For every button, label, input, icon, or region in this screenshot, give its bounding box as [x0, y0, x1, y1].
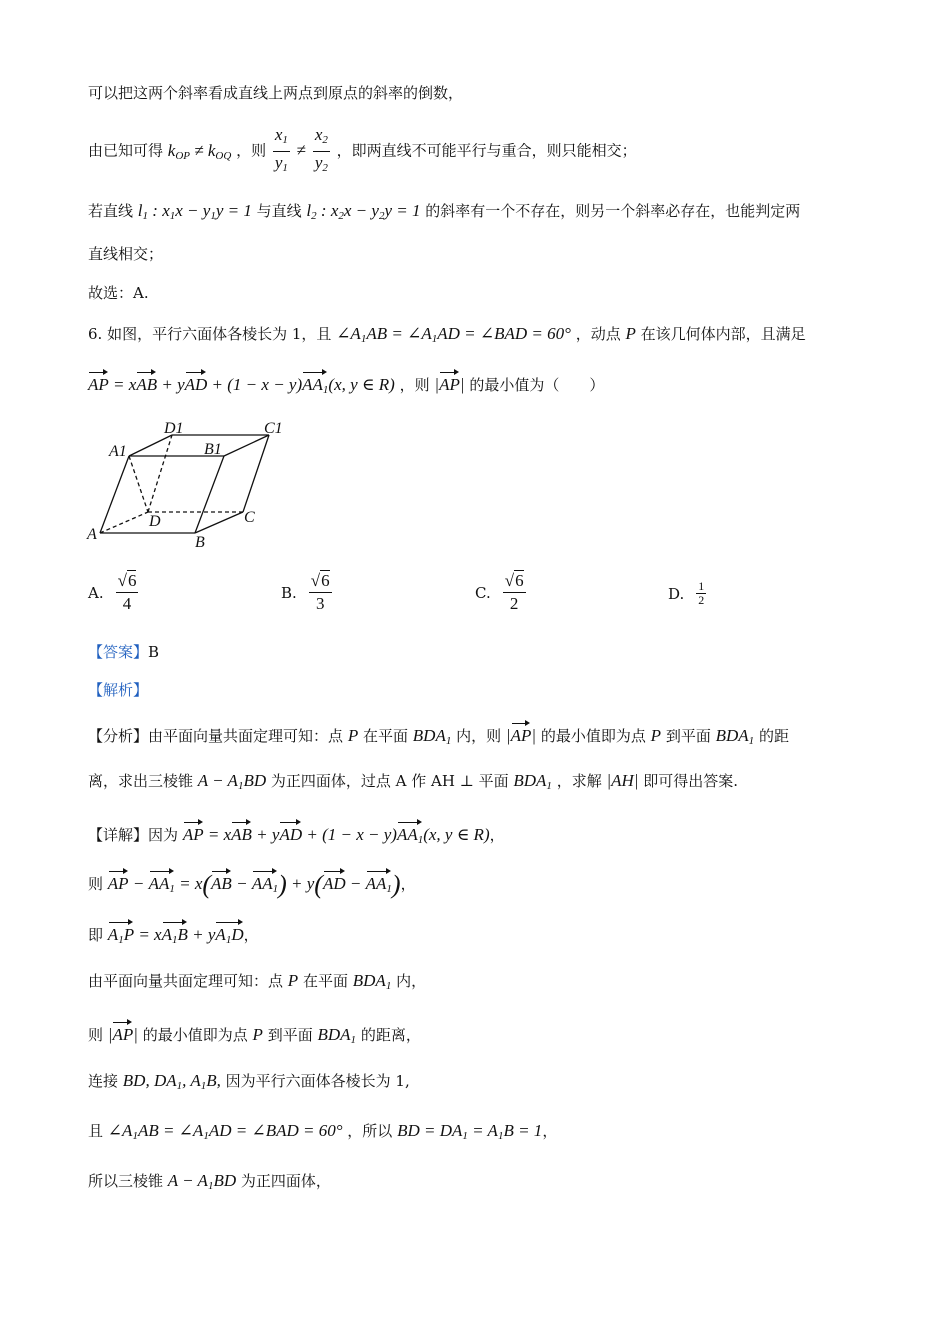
option-d[interactable]	[668, 580, 708, 607]
vertex-label-C1: C1	[264, 420, 283, 437]
option-fraction: $\frac{√6}{4}$	[117, 571, 137, 613]
edge-BB1	[195, 456, 224, 533]
question-6-line-2: AP = xAB + yAD + $(1 - x - y)AA_1(x$, y ∈ R) ，则 |AP| 的最小值为（ ）	[88, 370, 604, 401]
tag: 【分析】	[88, 727, 149, 745]
text: ，动点	[575, 325, 621, 343]
text: 在平面	[302, 972, 348, 990]
text-line-5: 故选：A.	[88, 284, 149, 302]
text: 的距	[758, 727, 789, 745]
text: 则	[88, 1026, 104, 1044]
analysis-heading	[88, 679, 148, 701]
text: 由已知可得	[88, 141, 164, 160]
answer-value: B	[148, 643, 160, 661]
text: 在平面	[362, 727, 408, 745]
option-c[interactable]	[475, 570, 528, 615]
option-label: A.	[88, 583, 104, 602]
vertex-label-A: A	[87, 526, 97, 543]
xiangjie-line-4: 由平面向量共面定理可知：点 P 在平面 $BDA_1$ 内，	[88, 971, 427, 992]
xiangjie-line-5: 则 |AP| 的最小值即为点 P 到平面 $BDA_1$ 的距离，	[88, 1020, 421, 1051]
xiangjie-line-8: 所以三棱锥 $A - A_1BD$ 为正四面体，	[88, 1171, 331, 1192]
text: 所以三棱锥	[88, 1172, 164, 1190]
text: 的最小值即为点	[142, 1026, 248, 1044]
edge-DD1	[148, 435, 172, 512]
text: 的最小值为（ ）	[469, 376, 605, 394]
option-label: B.	[281, 583, 297, 602]
text-line-1: 可以把这两个斜率看成直线上两点到原点的斜率的倒数，	[88, 84, 464, 102]
xiangjie-line-3: 即 $A_1P = xA_1B + yA_1D$，	[88, 920, 259, 951]
formula: $l_1$ : $x_1x - y_1y = 1$	[137, 201, 252, 222]
text: 的斜率有一个不存在，则另一个斜率必存在，也能判定两	[425, 202, 801, 220]
vertex-label-B: B	[195, 534, 205, 550]
text: ，即两直线不可能平行与重合，则只能相交；	[336, 141, 637, 160]
question-6-line-1: 6. 如图，平行六面体各棱长为 1，且 $\angle A_1AB$ = $\angle A_1AD$ = ∠BAD = 60° ，动点 P 在该几何体内部，且满足	[88, 324, 806, 345]
vertex-label-B1: B1	[204, 441, 222, 458]
option-b[interactable]	[281, 570, 334, 615]
fraction: $\frac{x_1}{y_1}$	[274, 125, 288, 174]
vector-equation: AP = xAB + yAD + $(1 - x - y)AA_1(x$, y ∈ R)	[88, 375, 395, 394]
vertex-label-D1: D1	[164, 420, 184, 437]
text: ，则	[399, 376, 430, 394]
text-line-3	[88, 200, 800, 227]
text: 内，则	[456, 727, 502, 745]
text: 即可得出答案.	[643, 772, 739, 790]
text-line-2: 由已知可得 $k_{OP} \ne k_{OQ}$ ，则 $\frac{x_1}{y_1}$ ≠ $\frac{x_2}{y_2}$ ，即两直线不可能平行与重合，则只能相交；	[88, 124, 637, 179]
fraction: $\frac{x_2}{y_2}$	[314, 125, 328, 174]
option-fraction: $\frac{1}{2}$	[698, 579, 705, 607]
edge-A1D	[129, 456, 148, 512]
xiangjie-line-6: 连接 BD, $DA_1$, $A_1B$, 因为平行六面体各棱长为 1,	[88, 1071, 410, 1092]
text: 因为	[148, 826, 179, 844]
option-label: D.	[668, 584, 685, 603]
text: 的最小值即为点	[540, 727, 646, 745]
xiangjie-line-2: 则 AP − $AA_1 = x(AB - AA_1) + y(AD - AA_1)$，	[88, 870, 416, 899]
option-fraction: $\frac{√6}{3}$	[310, 571, 330, 613]
edge-CC1	[243, 435, 269, 512]
edge-AA1	[100, 456, 129, 533]
text: 内，	[396, 972, 427, 990]
text: ，则	[236, 141, 267, 160]
text: 离，求出三棱锥	[88, 772, 194, 790]
text: 到平面	[665, 727, 711, 745]
text: ，	[489, 826, 505, 844]
text: 与直线	[256, 202, 302, 220]
text: 为正四面体，	[240, 1172, 331, 1190]
formula: $\angle A_1AB$ = $\angle A_1AD$ = ∠BAD = 60°	[336, 324, 571, 345]
vertex-label-D: D	[149, 513, 161, 530]
text: 且	[88, 1122, 104, 1140]
text: 因为平行六面体各棱长为 1,	[225, 1072, 410, 1090]
vertex-label-A1: A1	[109, 443, 127, 460]
text: 到平面	[267, 1026, 313, 1044]
text: 由平面向量共面定理可知：点	[148, 727, 344, 745]
text: 若直线	[88, 202, 134, 220]
text: 则	[88, 875, 104, 893]
text: 由平面向量共面定理可知：点	[88, 972, 284, 990]
tag: 【详解】	[88, 826, 149, 844]
text: ，所以	[347, 1122, 393, 1140]
parallelepiped-figure	[86, 415, 286, 550]
edge-A1D1	[129, 435, 172, 456]
fenxi-line-2: 离，求出三棱锥 $A - A_1BD$ 为正四面体，过点 A 作 AH ⊥ 平面 $BDA_1$ ，求解 |AH| 即可得出答案.	[88, 771, 739, 792]
xiangjie-line-7: 且 $\angle A_1AB$ = $\angle A_1AD$ = ∠BAD = 60° ，所以 BD = $DA_1 = A_1B = 1$，	[88, 1121, 558, 1142]
text-line-4: 直线相交；	[88, 245, 164, 263]
formula: $k_{OP} \ne k_{OQ}$	[167, 140, 232, 162]
fenxi-line-1: 【分析】由平面向量共面定理可知：点 P 在平面 $BDA_1$ 内，则 |AP| 的最小值即为点 P 到平面 $BDA_1$ 的距	[88, 721, 789, 752]
edge-B1C1	[224, 435, 269, 456]
text: 在该几何体内部，且满足	[640, 325, 806, 343]
vertex-label-C: C	[244, 509, 255, 526]
text: 为正四面体，过点 A 作 AH ⊥ 平面	[270, 772, 509, 790]
text: ，求解	[556, 772, 602, 790]
option-fraction: $\frac{√6}{2}$	[504, 571, 524, 613]
option-a[interactable]	[88, 570, 140, 615]
analysis-tag: 【解析】	[88, 681, 149, 699]
xiangjie-line-1: 【详解】因为 AP = xAB + yAD + $(1 - x - y)AA_1(x$, y ∈ R)，	[88, 820, 505, 851]
text: 连接	[88, 1072, 119, 1090]
answer-line	[88, 641, 159, 663]
text: 的距离，	[360, 1026, 421, 1044]
option-label: C.	[475, 583, 491, 602]
answer-tag: 【答案】	[88, 643, 149, 661]
text: 6. 如图，平行六面体各棱长为 1，且	[88, 325, 332, 343]
text: 即	[88, 926, 104, 944]
formula: $l_2$ : $x_2x - y_2y = 1$	[306, 201, 421, 222]
